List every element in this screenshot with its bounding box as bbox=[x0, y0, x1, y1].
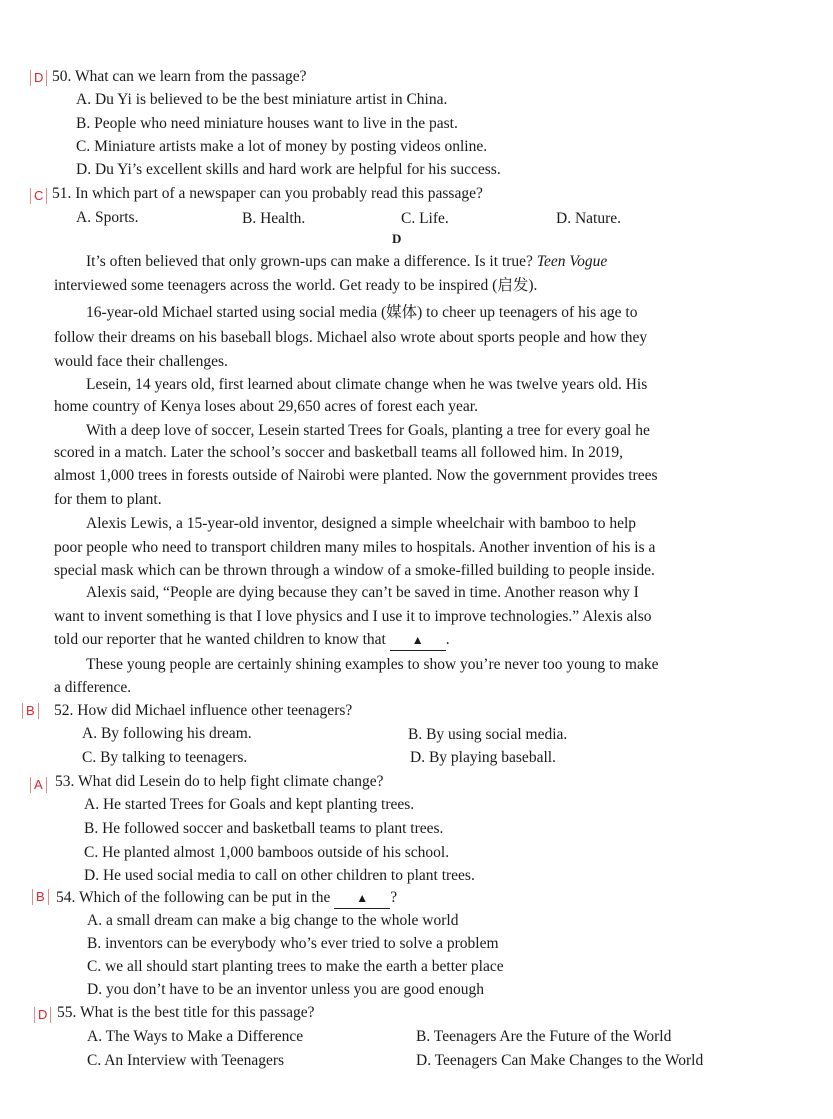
question-52-stem: 52. How did Michael influence other teenagers? bbox=[54, 702, 353, 719]
answer-blank: ▲ bbox=[390, 630, 446, 651]
question-51-stem: 51. In which part of a newspaper can you probably read this passage? bbox=[52, 185, 483, 202]
magazine-name: Teen Vogue bbox=[536, 253, 608, 270]
passage-paragraph-2-line-1: 16-year-old Michael started using social media (媒体) to cheer up teenagers of his age to bbox=[86, 304, 638, 321]
question-55-option-d: D. Teenagers Can Make Changes to the World bbox=[416, 1052, 704, 1069]
answer-mark-52: B bbox=[22, 703, 39, 719]
question-55-option-a: A. The Ways to Make a Difference bbox=[87, 1028, 304, 1045]
passage-paragraph-5-line-3: special mask which can be thrown through a window of a smoke-filled building to people inside. bbox=[54, 562, 655, 579]
question-54-option-a: A. a small dream can make a big change to the whole world bbox=[87, 912, 459, 929]
question-52-option-b: B. By using social media. bbox=[408, 726, 568, 743]
question-51-option-d: D. Nature. bbox=[556, 210, 621, 227]
passage-paragraph-2-line-2: follow their dreams on his baseball blogs. Michael also wrote about sports people and how they bbox=[54, 329, 648, 346]
passage-paragraph-6-line-2: want to invent something is that I love physics and I use it to improve technologies.” Alexis also bbox=[54, 608, 652, 625]
question-52-option-c: C. By talking to teenagers. bbox=[82, 749, 248, 766]
section-label: D bbox=[392, 231, 402, 246]
passage-paragraph-2-line-3: would face their challenges. bbox=[54, 353, 228, 370]
passage-paragraph-1-line-2: interviewed some teenagers across the world. Get ready to be inspired (启发). bbox=[54, 277, 538, 294]
question-50-option-d: D. Du Yi’s excellent skills and hard work are helpful for his success. bbox=[76, 161, 501, 178]
passage-paragraph-6-line-3: told our reporter that he wanted children to know that ▲ . bbox=[54, 630, 450, 651]
question-55-stem: 55. What is the best title for this passage? bbox=[57, 1004, 315, 1021]
question-53-option-c: C. He planted almost 1,000 bamboos outside of his school. bbox=[84, 844, 450, 861]
question-53-option-d: D. He used social media to call on other children to plant trees. bbox=[84, 867, 475, 884]
question-50-option-b: B. People who need miniature houses want to live in the past. bbox=[76, 115, 458, 132]
answer-mark-50: D bbox=[30, 70, 47, 86]
answer-mark-54: B bbox=[32, 889, 49, 905]
question-54-option-d: D. you don’t have to be an inventor unless you are good enough bbox=[87, 981, 485, 998]
passage-paragraph-3-line-1: Lesein, 14 years old, first learned about climate change when he was twelve years old. His bbox=[86, 376, 648, 393]
question-51-option-a: A. Sports. bbox=[76, 209, 139, 226]
passage-paragraph-5-line-2: poor people who need to transport children many miles to hospitals. Another invention of his is a bbox=[54, 539, 656, 556]
passage-paragraph-7-line-2: a difference. bbox=[54, 679, 132, 696]
question-50-option-c: C. Miniature artists make a lot of money by posting videos online. bbox=[76, 138, 488, 155]
question-50-stem: 50. What can we learn from the passage? bbox=[52, 68, 307, 85]
passage-paragraph-5-line-1: Alexis Lewis, a 15-year-old inventor, designed a simple wheelchair with bamboo to help bbox=[86, 515, 637, 532]
question-54-option-b: B. inventors can be everybody who’s ever tried to solve a problem bbox=[87, 935, 499, 952]
question-54-option-c: C. we all should start planting trees to make the earth a better place bbox=[87, 958, 504, 975]
answer-mark-53: A bbox=[30, 777, 47, 793]
question-53-stem: 53. What did Lesein do to help fight climate change? bbox=[55, 773, 384, 790]
passage-paragraph-1-line-1: It’s often believed that only grown-ups can make a difference. Is it true? Teen Vogue bbox=[86, 253, 608, 270]
passage-paragraph-4-line-3: almost 1,000 trees in forests outside of Nairobi were planted. Now the government provides trees bbox=[54, 467, 658, 484]
question-55-option-c: C. An Interview with Teenagers bbox=[87, 1052, 285, 1069]
question-51-option-b: B. Health. bbox=[242, 210, 306, 227]
passage-paragraph-4-line-4: for them to plant. bbox=[54, 491, 162, 508]
question-53-option-b: B. He followed soccer and basketball teams to plant trees. bbox=[84, 820, 444, 837]
question-54-stem: 54. Which of the following can be put in the ▲ ? bbox=[56, 888, 397, 909]
passage-paragraph-3-line-2: home country of Kenya loses about 29,650 acres of forest each year. bbox=[54, 398, 478, 415]
answer-mark-55: D bbox=[34, 1007, 51, 1023]
passage-paragraph-6-line-1: Alexis said, “People are dying because they can’t be saved in time. Another reason why I bbox=[86, 584, 639, 601]
question-55-option-b: B. Teenagers Are the Future of the World bbox=[416, 1028, 672, 1045]
passage-paragraph-4-line-1: With a deep love of soccer, Lesein started Trees for Goals, planting a tree for every goal he bbox=[86, 422, 650, 439]
question-52-option-d: D. By playing baseball. bbox=[410, 749, 556, 766]
question-52-option-a: A. By following his dream. bbox=[82, 725, 252, 742]
passage-paragraph-7-line-1: These young people are certainly shining examples to show you’re never too young to make bbox=[86, 656, 659, 673]
question-51-option-c: C. Life. bbox=[401, 210, 449, 227]
question-53-option-a: A. He started Trees for Goals and kept planting trees. bbox=[84, 796, 415, 813]
question-54-blank: ▲ bbox=[334, 888, 390, 909]
answer-mark-51: C bbox=[30, 188, 47, 204]
question-50-option-a: A. Du Yi is believed to be the best miniature artist in China. bbox=[76, 91, 448, 108]
passage-paragraph-4-line-2: scored in a match. Later the school’s soccer and basketball teams all followed him. In 2019, bbox=[54, 444, 624, 461]
